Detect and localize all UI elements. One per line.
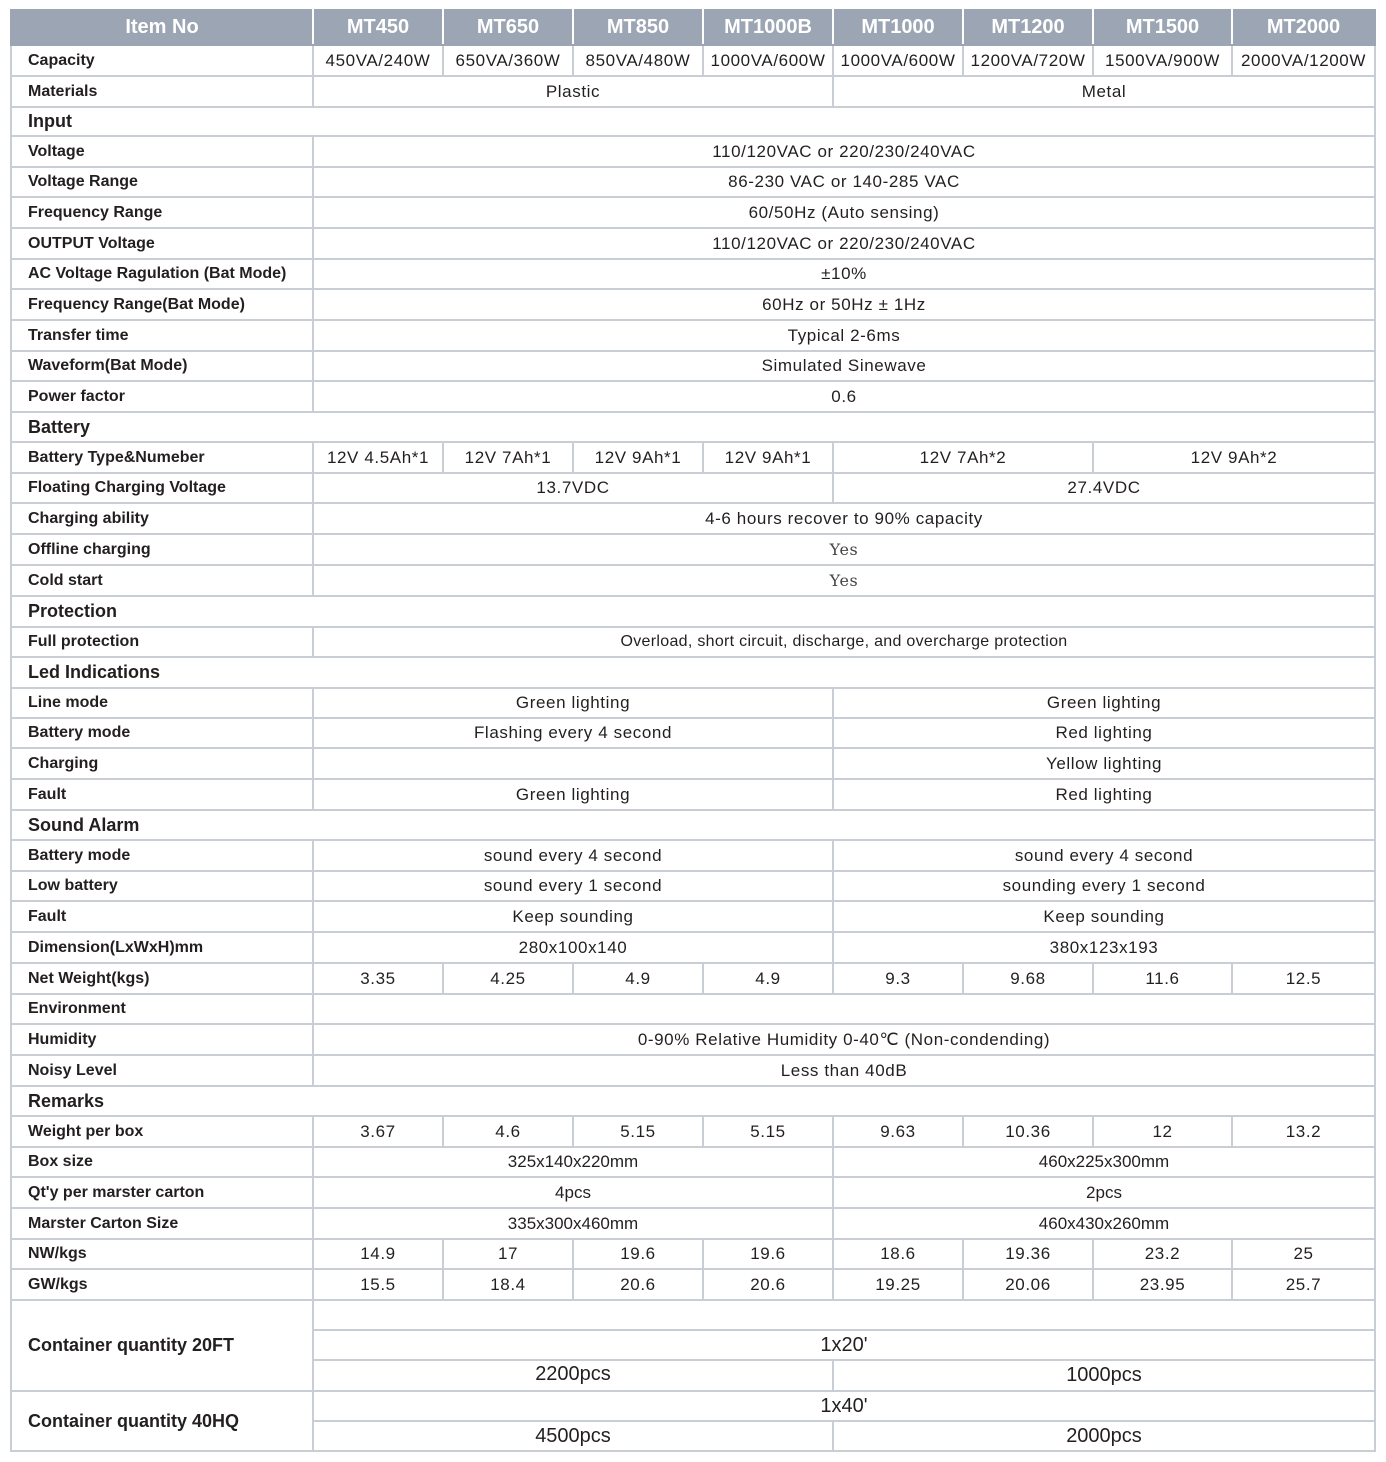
nw-label: NW/kgs (11, 1239, 313, 1269)
capacity-value: 850VA/480W (573, 45, 703, 76)
gw-row (11, 1269, 1375, 1300)
dimension-row (11, 932, 1375, 963)
model-header: MT650 (443, 10, 573, 45)
container-20-spacer (313, 1300, 1375, 1330)
sound-fault-right: Keep sounding (833, 901, 1375, 932)
section-input (11, 107, 1375, 136)
battery-type-row (11, 442, 1375, 473)
carton-size-right: 460x430x260mm (833, 1208, 1375, 1239)
net-weight-value: 4.9 (703, 963, 833, 994)
gw-value: 20.06 (963, 1269, 1093, 1300)
charging-ability-label: Charging ability (11, 503, 313, 534)
led-charging-right: Yellow lighting (833, 748, 1375, 779)
capacity-value: 650VA/360W (443, 45, 573, 76)
full-protection-row (11, 627, 1375, 657)
ac-regulation-row (11, 259, 1375, 289)
voltage-range-row (11, 167, 1375, 197)
qty-carton-left: 4pcs (313, 1177, 833, 1208)
sound-low-battery-right: sounding every 1 second (833, 871, 1375, 901)
model-header: MT450 (313, 10, 443, 45)
capacity-value: 1200VA/720W (963, 45, 1093, 76)
power-factor-row (11, 381, 1375, 412)
weight-per-box-value: 12 (1093, 1116, 1232, 1147)
weight-per-box-row (11, 1116, 1375, 1147)
floating-voltage-row (11, 473, 1375, 503)
item-no-header: Item No (11, 10, 313, 45)
humidity-value: 0-90% Relative Humidity 0-40℃ (Non-condending) (313, 1024, 1375, 1055)
carton-size-label: Marster Carton Size (11, 1208, 313, 1239)
floating-voltage-right: 27.4VDC (833, 473, 1375, 503)
gw-value: 15.5 (313, 1269, 443, 1300)
section-title: Input (11, 107, 1375, 136)
net-weight-value: 3.35 (313, 963, 443, 994)
voltage-range-value: 86-230 VAC or 140-285 VAC (313, 167, 1375, 197)
weight-per-box-label: Weight per box (11, 1116, 313, 1147)
led-charging-left (313, 748, 833, 779)
nw-value: 25 (1232, 1239, 1375, 1269)
container-40-right: 2000pcs (833, 1421, 1375, 1451)
battery-type-value: 12V 9Ah*2 (1093, 442, 1375, 473)
led-fault-right: Red lighting (833, 779, 1375, 810)
battery-type-value: 12V 4.5Ah*1 (313, 442, 443, 473)
battery-type-label: Battery Type&Numeber (11, 442, 313, 473)
voltage-row (11, 136, 1375, 167)
sound-battery-mode-left: sound every 4 second (313, 840, 833, 871)
humidity-label: Humidity (11, 1024, 313, 1055)
led-fault-label: Fault (11, 779, 313, 810)
voltage-label: Voltage (11, 136, 313, 167)
led-line-mode-left: Green lighting (313, 688, 833, 718)
sound-battery-mode-label: Battery mode (11, 840, 313, 871)
power-factor-label: Power factor (11, 381, 313, 412)
gw-value: 23.95 (1093, 1269, 1232, 1300)
ac-regulation-label: AC Voltage Ragulation (Bat Mode) (11, 259, 313, 289)
materials-plastic: Plastic (313, 76, 833, 107)
section-title: Protection (11, 596, 1375, 627)
weight-per-box-value: 4.6 (443, 1116, 573, 1147)
battery-type-value: 12V 7Ah*1 (443, 442, 573, 473)
transfer-time-label: Transfer time (11, 320, 313, 351)
floating-voltage-label: Floating Charging Voltage (11, 473, 313, 503)
noise-row (11, 1055, 1375, 1086)
nw-row (11, 1239, 1375, 1269)
section-led (11, 657, 1375, 688)
box-size-right: 460x225x300mm (833, 1147, 1375, 1177)
capacity-row (11, 45, 1375, 76)
capacity-value: 1000VA/600W (833, 45, 963, 76)
cold-start-row (11, 565, 1375, 596)
container-40-size-row (11, 1391, 1375, 1421)
net-weight-value: 12.5 (1232, 963, 1375, 994)
gw-value: 19.25 (833, 1269, 963, 1300)
container-40-label: Container quantity 40HQ (11, 1391, 313, 1451)
freq-bat-label: Frequency Range(Bat Mode) (11, 289, 313, 320)
section-sound (11, 810, 1375, 840)
model-header: MT1500 (1093, 10, 1232, 45)
full-protection-value: Overload, short circuit, discharge, and overcharge protection (313, 627, 1375, 657)
led-fault-row (11, 779, 1375, 810)
nw-value: 23.2 (1093, 1239, 1232, 1269)
gw-value: 20.6 (573, 1269, 703, 1300)
nw-value: 14.9 (313, 1239, 443, 1269)
cold-start-label: Cold start (11, 565, 313, 596)
section-battery (11, 412, 1375, 442)
container-20-label: Container quantity 20FT (11, 1300, 313, 1391)
dimension-left: 280x100x140 (313, 932, 833, 963)
environment-value (313, 994, 1375, 1024)
environment-row (11, 994, 1375, 1024)
box-size-label: Box size (11, 1147, 313, 1177)
net-weight-value: 11.6 (1093, 963, 1232, 994)
spec-sheet (10, 9, 1374, 1449)
offline-charging-label: Offline charging (11, 534, 313, 565)
weight-per-box-value: 3.67 (313, 1116, 443, 1147)
materials-metal: Metal (833, 76, 1375, 107)
capacity-value: 2000VA/1200W (1232, 45, 1375, 76)
gw-label: GW/kgs (11, 1269, 313, 1300)
section-title: Battery (11, 412, 1375, 442)
output-voltage-value: 110/120VAC or 220/230/240VAC (313, 228, 1375, 259)
nw-value: 19.6 (703, 1239, 833, 1269)
sound-low-battery-left: sound every 1 second (313, 871, 833, 901)
charging-ability-row (11, 503, 1375, 534)
cold-start-value: Yes (313, 565, 1375, 596)
output-voltage-row (11, 228, 1375, 259)
qty-carton-right: 2pcs (833, 1177, 1375, 1208)
led-battery-mode-left: Flashing every 4 second (313, 718, 833, 748)
materials-row (11, 76, 1375, 107)
frequency-range-label: Frequency Range (11, 197, 313, 228)
spec-table (10, 9, 1376, 1452)
gw-value: 18.4 (443, 1269, 573, 1300)
environment-label: Environment (11, 994, 313, 1024)
waveform-value: Simulated Sinewave (313, 351, 1375, 381)
voltage-range-label: Voltage Range (11, 167, 313, 197)
model-header: MT1000 (833, 10, 963, 45)
gw-value: 25.7 (1232, 1269, 1375, 1300)
capacity-value: 1000VA/600W (703, 45, 833, 76)
led-battery-mode-label: Battery mode (11, 718, 313, 748)
freq-bat-row (11, 289, 1375, 320)
output-voltage-label: OUTPUT Voltage (11, 228, 313, 259)
led-fault-left: Green lighting (313, 779, 833, 810)
capacity-value: 1500VA/900W (1093, 45, 1232, 76)
sound-battery-mode-right: sound every 4 second (833, 840, 1375, 871)
sound-fault-label: Fault (11, 901, 313, 932)
weight-per-box-value: 5.15 (573, 1116, 703, 1147)
noise-value: Less than 40dB (313, 1055, 1375, 1086)
net-weight-value: 9.3 (833, 963, 963, 994)
led-battery-mode-row (11, 718, 1375, 748)
battery-type-value: 12V 9Ah*1 (573, 442, 703, 473)
noise-label: Noisy Level (11, 1055, 313, 1086)
capacity-label: Capacity (11, 45, 313, 76)
full-protection-label: Full protection (11, 627, 313, 657)
waveform-label: Waveform(Bat Mode) (11, 351, 313, 381)
model-header: MT2000 (1232, 10, 1375, 45)
section-title: Sound Alarm (11, 810, 1375, 840)
dimension-label: Dimension(LxWxH)mm (11, 932, 313, 963)
model-header: MT1200 (963, 10, 1093, 45)
led-line-mode-row (11, 688, 1375, 718)
offline-charging-row (11, 534, 1375, 565)
container-40-left: 4500pcs (313, 1421, 833, 1451)
sound-low-battery-label: Low battery (11, 871, 313, 901)
frequency-range-row (11, 197, 1375, 228)
net-weight-row (11, 963, 1375, 994)
container-40-size: 1x40' (313, 1391, 1375, 1421)
floating-voltage-left: 13.7VDC (313, 473, 833, 503)
battery-type-value: 12V 7Ah*2 (833, 442, 1093, 473)
weight-per-box-value: 5.15 (703, 1116, 833, 1147)
humidity-row (11, 1024, 1375, 1055)
led-battery-mode-right: Red lighting (833, 718, 1375, 748)
container-20-top-row (11, 1300, 1375, 1330)
carton-size-row (11, 1208, 1375, 1239)
nw-value: 18.6 (833, 1239, 963, 1269)
battery-type-value: 12V 9Ah*1 (703, 442, 833, 473)
voltage-value: 110/120VAC or 220/230/240VAC (313, 136, 1375, 167)
led-charging-row (11, 748, 1375, 779)
container-20-right: 1000pcs (833, 1360, 1375, 1391)
led-charging-label: Charging (11, 748, 313, 779)
sound-fault-left: Keep sounding (313, 901, 833, 932)
section-protection (11, 596, 1375, 627)
net-weight-value: 9.68 (963, 963, 1093, 994)
charging-ability-value: 4-6 hours recover to 90% capacity (313, 503, 1375, 534)
box-size-row (11, 1147, 1375, 1177)
carton-size-left: 335x300x460mm (313, 1208, 833, 1239)
led-line-mode-right: Green lighting (833, 688, 1375, 718)
weight-per-box-value: 13.2 (1232, 1116, 1375, 1147)
led-line-mode-label: Line mode (11, 688, 313, 718)
weight-per-box-value: 10.36 (963, 1116, 1093, 1147)
model-header: MT850 (573, 10, 703, 45)
gw-value: 20.6 (703, 1269, 833, 1300)
transfer-time-value: Typical 2-6ms (313, 320, 1375, 351)
sound-fault-row (11, 901, 1375, 932)
materials-label: Materials (11, 76, 313, 107)
weight-per-box-value: 9.63 (833, 1116, 963, 1147)
net-weight-label: Net Weight(kgs) (11, 963, 313, 994)
container-20-size: 1x20' (313, 1330, 1375, 1360)
header-row (11, 10, 1375, 45)
frequency-range-value: 60/50Hz (Auto sensing) (313, 197, 1375, 228)
nw-value: 19.36 (963, 1239, 1093, 1269)
transfer-time-row (11, 320, 1375, 351)
container-20-left: 2200pcs (313, 1360, 833, 1391)
section-title: Led Indications (11, 657, 1375, 688)
power-factor-value: 0.6 (313, 381, 1375, 412)
capacity-value: 450VA/240W (313, 45, 443, 76)
net-weight-value: 4.9 (573, 963, 703, 994)
box-size-left: 325x140x220mm (313, 1147, 833, 1177)
model-header: MT1000B (703, 10, 833, 45)
waveform-row (11, 351, 1375, 381)
qty-carton-label: Qt'y per marster carton (11, 1177, 313, 1208)
net-weight-value: 4.25 (443, 963, 573, 994)
section-remarks (11, 1086, 1375, 1116)
qty-carton-row (11, 1177, 1375, 1208)
section-title: Remarks (11, 1086, 1375, 1116)
sound-battery-mode-row (11, 840, 1375, 871)
sound-low-battery-row (11, 871, 1375, 901)
offline-charging-value: Yes (313, 534, 1375, 565)
nw-value: 19.6 (573, 1239, 703, 1269)
freq-bat-value: 60Hz or 50Hz ± 1Hz (313, 289, 1375, 320)
ac-regulation-value: ±10% (313, 259, 1375, 289)
nw-value: 17 (443, 1239, 573, 1269)
dimension-right: 380x123x193 (833, 932, 1375, 963)
